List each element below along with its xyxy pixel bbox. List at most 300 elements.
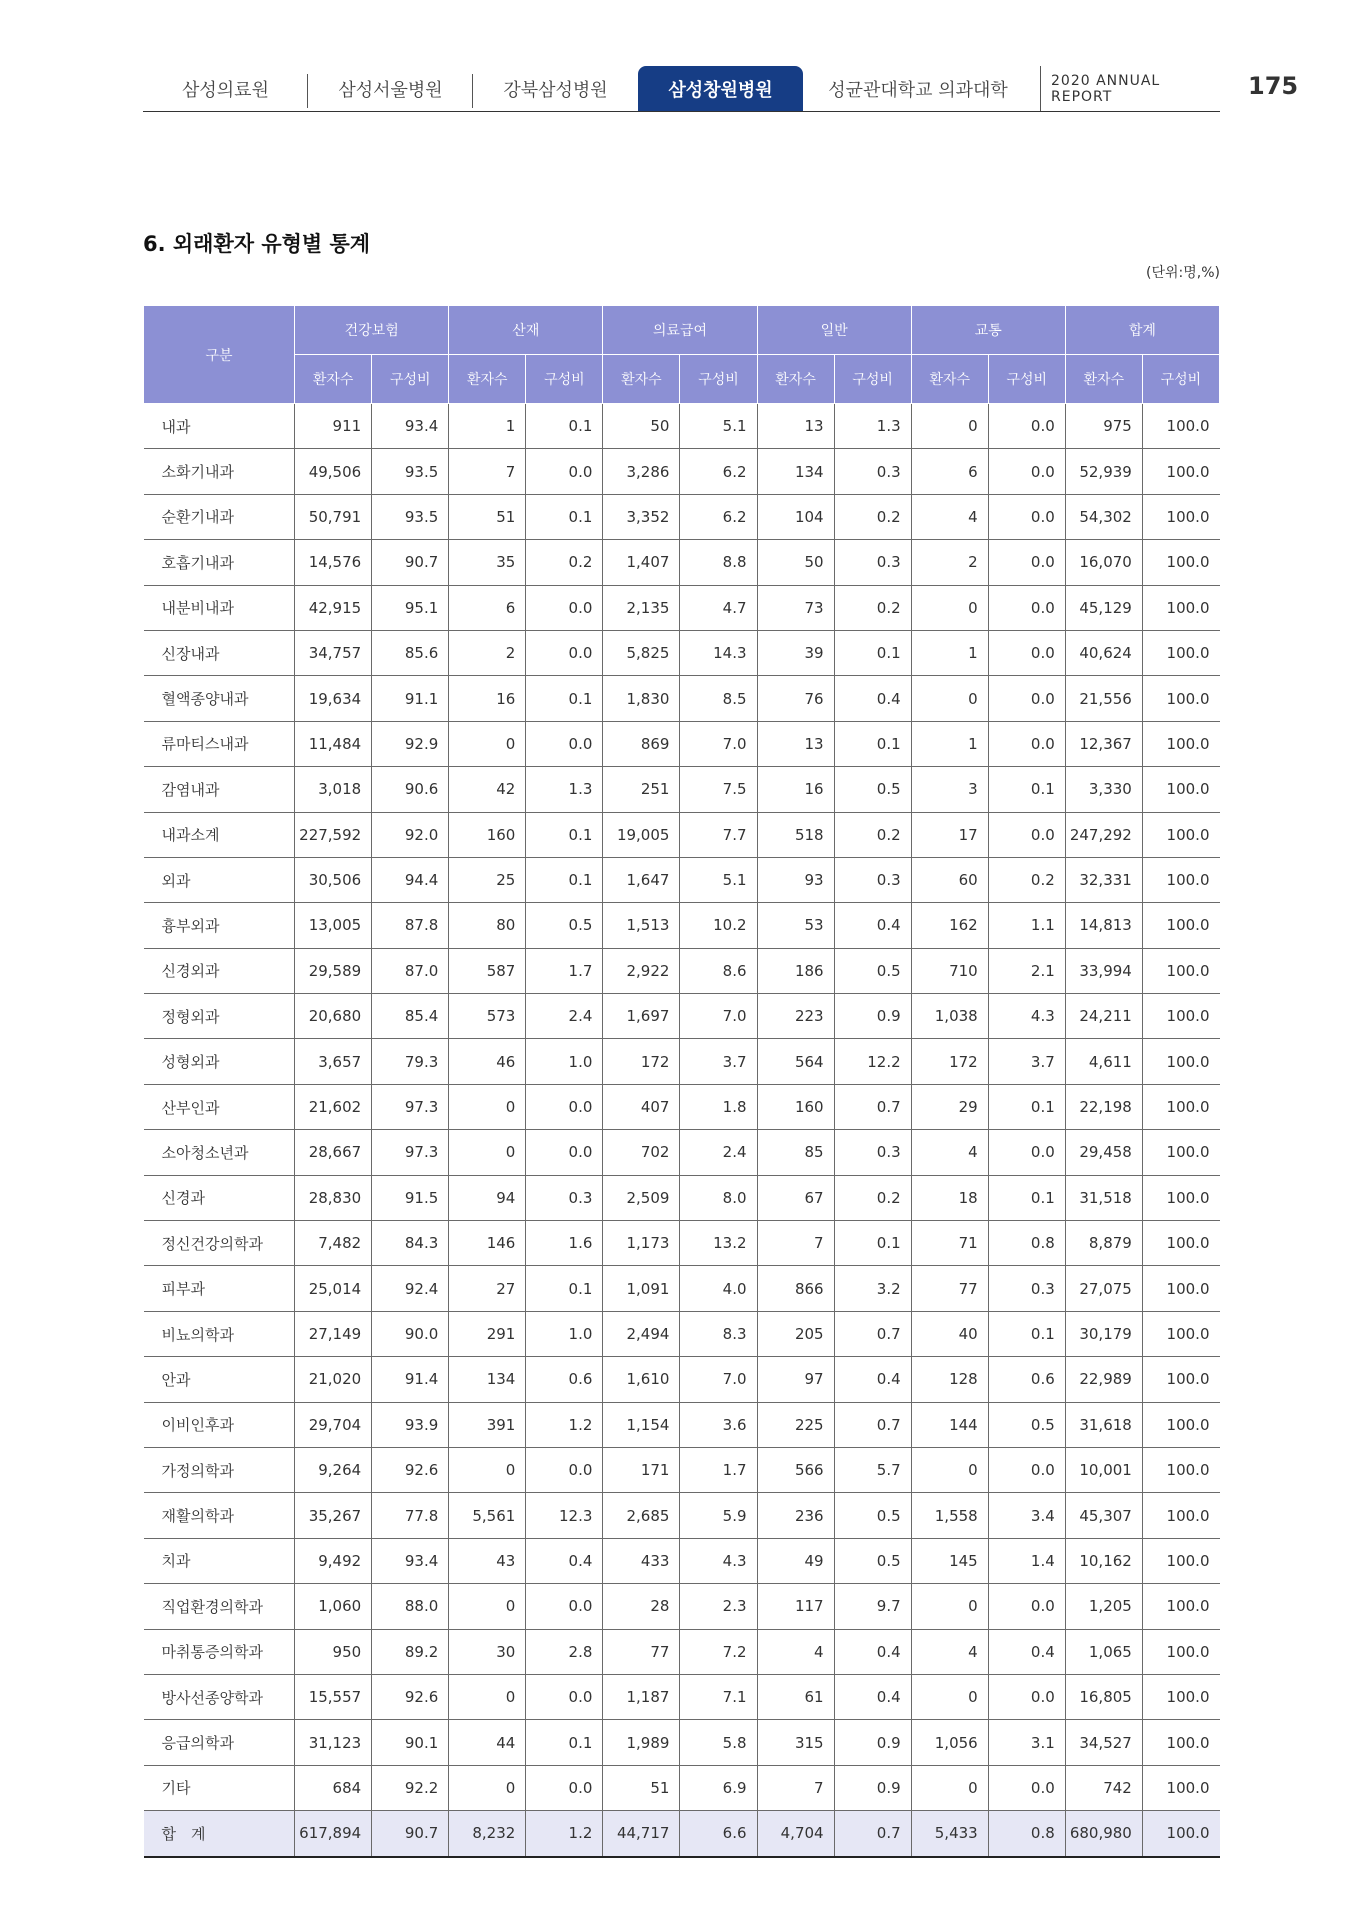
cell-patient-count: 5,825 [603, 630, 680, 675]
cell-patient-count: 18 [911, 1175, 988, 1220]
cell-patient-count: 34,757 [295, 630, 372, 675]
cell-ratio: 92.2 [372, 1765, 449, 1810]
cell-patient-count: 6 [911, 449, 988, 494]
cell-ratio: 100.0 [1142, 767, 1219, 812]
sub-header-patients: 환자수 [757, 355, 834, 404]
unit-label: (단위:명,%) [1146, 265, 1220, 281]
cell-patient-count: 172 [603, 1039, 680, 1084]
cell-ratio: 0.4 [988, 1629, 1065, 1674]
table-row [144, 585, 1220, 630]
cell-patient-count: 39 [757, 630, 834, 675]
table-row [144, 449, 1220, 494]
group-header-industrial-accident: 산재 [449, 306, 603, 355]
cell-ratio: 0.1 [988, 767, 1065, 812]
row-label: 성형외과 [144, 1039, 295, 1084]
cell-patient-count: 24,211 [1065, 994, 1142, 1039]
cell-patient-count: 28 [603, 1584, 680, 1629]
cell-ratio: 8.8 [680, 540, 757, 585]
cell-ratio: 0.4 [834, 1357, 911, 1402]
cell-patient-count: 45,129 [1065, 585, 1142, 630]
cell-patient-count: 3,330 [1065, 767, 1142, 812]
cell-patient-count: 33,994 [1065, 948, 1142, 993]
cell-patient-count: 31,618 [1065, 1402, 1142, 1447]
cell-patient-count: 17 [911, 812, 988, 857]
cell-patient-count: 3,657 [295, 1039, 372, 1084]
table-row [144, 1130, 1220, 1175]
row-label: 산부인과 [144, 1084, 295, 1129]
cell-patient-count: 0 [911, 404, 988, 449]
cell-patient-count: 21,020 [295, 1357, 372, 1402]
row-label: 순환기내과 [144, 494, 295, 539]
cell-ratio: 79.3 [372, 1039, 449, 1084]
table-body [144, 404, 1220, 1857]
cell-patient-count: 2,685 [603, 1493, 680, 1538]
cell-ratio: 3.6 [680, 1402, 757, 1447]
cell-patient-count: 29,589 [295, 948, 372, 993]
table-row [144, 1629, 1220, 1674]
table-row [144, 630, 1220, 675]
cell-ratio: 5.7 [834, 1447, 911, 1492]
cell-ratio: 0.0 [988, 540, 1065, 585]
cell-ratio: 0.8 [988, 1221, 1065, 1266]
cell-patient-count: 53 [757, 903, 834, 948]
cell-patient-count: 134 [757, 449, 834, 494]
cell-ratio: 0.5 [526, 903, 603, 948]
row-label: 소화기내과 [144, 449, 295, 494]
cell-ratio: 0.7 [834, 1811, 911, 1857]
cell-ratio: 0.0 [988, 676, 1065, 721]
cell-ratio: 12.2 [834, 1039, 911, 1084]
cell-patient-count: 4 [911, 1629, 988, 1674]
nav-item-samsung-seoul-hospital[interactable]: 삼성서울병원 [308, 66, 473, 112]
cell-ratio: 0.0 [988, 812, 1065, 857]
cell-patient-count: 7 [757, 1765, 834, 1810]
cell-patient-count: 1,989 [603, 1720, 680, 1765]
cell-patient-count: 4,611 [1065, 1039, 1142, 1084]
cell-ratio: 100.0 [1142, 1175, 1219, 1220]
cell-patient-count: 3,352 [603, 494, 680, 539]
cell-ratio: 5.1 [680, 857, 757, 902]
cell-ratio: 7.0 [680, 994, 757, 1039]
cell-patient-count: 950 [295, 1629, 372, 1674]
cell-patient-count: 30 [449, 1629, 526, 1674]
row-label: 기타 [144, 1765, 295, 1810]
cell-ratio: 92.6 [372, 1447, 449, 1492]
cell-ratio: 93.5 [372, 449, 449, 494]
cell-ratio: 7.2 [680, 1629, 757, 1674]
cell-ratio: 8.6 [680, 948, 757, 993]
cell-ratio: 0.1 [988, 1175, 1065, 1220]
cell-ratio: 8.0 [680, 1175, 757, 1220]
cell-patient-count: 223 [757, 994, 834, 1039]
cell-ratio: 0.5 [834, 1538, 911, 1583]
cell-ratio: 6.2 [680, 449, 757, 494]
cell-patient-count: 564 [757, 1039, 834, 1084]
cell-patient-count: 710 [911, 948, 988, 993]
cell-ratio: 0.1 [988, 1084, 1065, 1129]
cell-patient-count: 80 [449, 903, 526, 948]
row-label: 안과 [144, 1357, 295, 1402]
cell-patient-count: 22,989 [1065, 1357, 1142, 1402]
cell-patient-count: 0 [449, 1084, 526, 1129]
cell-ratio: 1.2 [526, 1402, 603, 1447]
cell-patient-count: 54,302 [1065, 494, 1142, 539]
cell-patient-count: 51 [449, 494, 526, 539]
sub-header-patients: 환자수 [449, 355, 526, 404]
cell-patient-count: 2,494 [603, 1311, 680, 1356]
cell-ratio: 4.3 [680, 1538, 757, 1583]
cell-ratio: 1.2 [526, 1811, 603, 1857]
cell-ratio: 0.0 [988, 1765, 1065, 1810]
cell-ratio: 6.6 [680, 1811, 757, 1857]
row-label: 가정의학과 [144, 1447, 295, 1492]
cell-patient-count: 1,407 [603, 540, 680, 585]
cell-patient-count: 2,509 [603, 1175, 680, 1220]
cell-patient-count: 186 [757, 948, 834, 993]
cell-ratio: 100.0 [1142, 1629, 1219, 1674]
annual-report-label: 2020 ANNUAL REPORT [1040, 66, 1220, 112]
cell-patient-count: 680,980 [1065, 1811, 1142, 1857]
row-label: 정신건강의학과 [144, 1221, 295, 1266]
cell-patient-count: 1,187 [603, 1674, 680, 1719]
cell-ratio: 1.6 [526, 1221, 603, 1266]
cell-patient-count: 2,135 [603, 585, 680, 630]
cell-ratio: 100.0 [1142, 1402, 1219, 1447]
cell-ratio: 3.7 [988, 1039, 1065, 1084]
cell-patient-count: 42,915 [295, 585, 372, 630]
cell-ratio: 2.8 [526, 1629, 603, 1674]
cell-ratio: 100.0 [1142, 540, 1219, 585]
cell-patient-count: 291 [449, 1311, 526, 1356]
cell-ratio: 90.1 [372, 1720, 449, 1765]
nav-item-kangbuk-samsung-hospital[interactable]: 강북삼성병원 [503, 80, 608, 101]
sub-header-ratio: 구성비 [1142, 355, 1219, 404]
table-row [144, 767, 1220, 812]
sub-header-patients: 환자수 [911, 355, 988, 404]
table-row [144, 494, 1220, 539]
cell-patient-count: 35 [449, 540, 526, 585]
cell-patient-count: 16 [449, 676, 526, 721]
cell-patient-count: 1,065 [1065, 1629, 1142, 1674]
cell-patient-count: 77 [603, 1629, 680, 1674]
row-label: 내과 [144, 404, 295, 449]
cell-ratio: 8.5 [680, 676, 757, 721]
cell-ratio: 0.7 [834, 1402, 911, 1447]
cell-ratio: 94.4 [372, 857, 449, 902]
row-label: 치과 [144, 1538, 295, 1583]
cell-ratio: 1.0 [526, 1311, 603, 1356]
cell-ratio: 0.5 [834, 1493, 911, 1538]
cell-patient-count: 684 [295, 1765, 372, 1810]
cell-ratio: 100.0 [1142, 1311, 1219, 1356]
cell-patient-count: 42 [449, 767, 526, 812]
cell-patient-count: 573 [449, 994, 526, 1039]
group-header-general: 일반 [757, 306, 911, 355]
cell-ratio: 91.5 [372, 1175, 449, 1220]
row-label: 비뇨의학과 [144, 1311, 295, 1356]
cell-patient-count: 77 [911, 1266, 988, 1311]
cell-ratio: 100.0 [1142, 676, 1219, 721]
cell-patient-count: 50 [757, 540, 834, 585]
cell-patient-count: 29,458 [1065, 1130, 1142, 1175]
row-label: 방사선종양학과 [144, 1674, 295, 1719]
cell-patient-count: 247,292 [1065, 812, 1142, 857]
cell-patient-count: 76 [757, 676, 834, 721]
cell-ratio: 4.7 [680, 585, 757, 630]
cell-patient-count: 975 [1065, 404, 1142, 449]
cell-patient-count: 5,561 [449, 1493, 526, 1538]
cell-patient-count: 50,791 [295, 494, 372, 539]
cell-ratio: 0.5 [834, 767, 911, 812]
cell-patient-count: 7 [757, 1221, 834, 1266]
cell-patient-count: 225 [757, 1402, 834, 1447]
header-divider [143, 111, 1220, 112]
cell-ratio: 90.6 [372, 767, 449, 812]
nav-item-samsung-changwon-hospital[interactable]: 삼성창원병원 [638, 66, 803, 112]
cell-patient-count: 9,264 [295, 1447, 372, 1492]
cell-patient-count: 8,879 [1065, 1221, 1142, 1266]
cell-ratio: 100.0 [1142, 1447, 1219, 1492]
cell-ratio: 1.3 [834, 404, 911, 449]
cell-ratio: 3.1 [988, 1720, 1065, 1765]
cell-ratio: 0.3 [834, 540, 911, 585]
cell-patient-count: 30,179 [1065, 1311, 1142, 1356]
cell-patient-count: 21,556 [1065, 676, 1142, 721]
cell-ratio: 93.5 [372, 494, 449, 539]
cell-patient-count: 0 [911, 676, 988, 721]
cell-patient-count: 32,331 [1065, 857, 1142, 902]
cell-patient-count: 227,592 [295, 812, 372, 857]
cell-patient-count: 251 [603, 767, 680, 812]
cell-patient-count: 162 [911, 903, 988, 948]
row-label: 류마티스내과 [144, 721, 295, 766]
cell-ratio: 77.8 [372, 1493, 449, 1538]
cell-ratio: 0.1 [526, 857, 603, 902]
cell-ratio: 1.7 [526, 948, 603, 993]
row-label: 내과소계 [144, 812, 295, 857]
cell-patient-count: 34,527 [1065, 1720, 1142, 1765]
row-label: 흉부외과 [144, 903, 295, 948]
cell-ratio: 14.3 [680, 630, 757, 675]
cell-ratio: 0.0 [988, 494, 1065, 539]
row-label: 소아청소년과 [144, 1130, 295, 1175]
table-row [144, 1720, 1220, 1765]
cell-ratio: 5.8 [680, 1720, 757, 1765]
row-label: 이비인후과 [144, 1402, 295, 1447]
cell-ratio: 97.3 [372, 1130, 449, 1175]
group-header-medical-aid: 의료급여 [603, 306, 757, 355]
cell-patient-count: 27,149 [295, 1311, 372, 1356]
cell-ratio: 0.0 [988, 404, 1065, 449]
row-label: 정형외과 [144, 994, 295, 1039]
cell-patient-count: 1,173 [603, 1221, 680, 1266]
cell-patient-count: 869 [603, 721, 680, 766]
cell-patient-count: 7,482 [295, 1221, 372, 1266]
cell-patient-count: 1,205 [1065, 1584, 1142, 1629]
cell-ratio: 0.4 [526, 1538, 603, 1583]
cell-patient-count: 50 [603, 404, 680, 449]
group-header-health-insurance: 건강보험 [295, 306, 449, 355]
cell-ratio: 88.0 [372, 1584, 449, 1629]
cell-patient-count: 60 [911, 857, 988, 902]
nav-item-skku-school-of-medicine[interactable]: 성균관대학교 의과대학 [828, 80, 1008, 101]
cell-patient-count: 1,154 [603, 1402, 680, 1447]
cell-patient-count: 13 [757, 721, 834, 766]
cell-patient-count: 1,091 [603, 1266, 680, 1311]
cell-ratio: 100.0 [1142, 1765, 1219, 1810]
cell-ratio: 0.9 [834, 1765, 911, 1810]
cell-patient-count: 702 [603, 1130, 680, 1175]
row-label: 신경외과 [144, 948, 295, 993]
cell-ratio: 0.1 [834, 721, 911, 766]
cell-patient-count: 617,894 [295, 1811, 372, 1857]
cell-patient-count: 13 [757, 404, 834, 449]
table-row [144, 540, 1220, 585]
cell-ratio: 9.7 [834, 1584, 911, 1629]
cell-patient-count: 51 [603, 1765, 680, 1810]
cell-ratio: 1.0 [526, 1039, 603, 1084]
table-group-header-row [144, 306, 1220, 355]
nav-item-samsung-medical-center[interactable]: 삼성의료원 [143, 66, 308, 112]
cell-patient-count: 0 [449, 1447, 526, 1492]
cell-ratio: 1.8 [680, 1084, 757, 1129]
row-label: 응급의학과 [144, 1720, 295, 1765]
cell-ratio: 0.0 [988, 585, 1065, 630]
group-header-total: 합계 [1065, 306, 1219, 355]
cell-ratio: 100.0 [1142, 948, 1219, 993]
cell-patient-count: 1 [911, 721, 988, 766]
page-header [143, 66, 1220, 112]
cell-patient-count: 0 [911, 585, 988, 630]
row-label: 신장내과 [144, 630, 295, 675]
cell-ratio: 100.0 [1142, 585, 1219, 630]
cell-ratio: 0.1 [526, 1720, 603, 1765]
cell-patient-count: 93 [757, 857, 834, 902]
cell-ratio: 3.7 [680, 1039, 757, 1084]
cell-patient-count: 15,557 [295, 1674, 372, 1719]
row-label: 재활의학과 [144, 1493, 295, 1538]
cell-ratio: 0.5 [834, 948, 911, 993]
cell-patient-count: 0 [449, 1584, 526, 1629]
cell-patient-count: 1,697 [603, 994, 680, 1039]
cell-patient-count: 49,506 [295, 449, 372, 494]
cell-patient-count: 30,506 [295, 857, 372, 902]
cell-ratio: 0.0 [988, 721, 1065, 766]
cell-ratio: 0.2 [834, 812, 911, 857]
cell-ratio: 0.0 [526, 1130, 603, 1175]
cell-patient-count: 104 [757, 494, 834, 539]
cell-ratio: 100.0 [1142, 1039, 1219, 1084]
table-row [144, 721, 1220, 766]
cell-patient-count: 6 [449, 585, 526, 630]
table-row [144, 948, 1220, 993]
cell-ratio: 95.1 [372, 585, 449, 630]
cell-patient-count: 25 [449, 857, 526, 902]
cell-ratio: 0.0 [988, 1674, 1065, 1719]
table-row [144, 1311, 1220, 1356]
cell-ratio: 0.4 [834, 1629, 911, 1674]
cell-ratio: 97.3 [372, 1084, 449, 1129]
cell-patient-count: 11,484 [295, 721, 372, 766]
group-header-traffic: 교통 [911, 306, 1065, 355]
cell-patient-count: 25,014 [295, 1266, 372, 1311]
cell-ratio: 0.6 [526, 1357, 603, 1402]
cell-patient-count: 29 [911, 1084, 988, 1129]
cell-patient-count: 22,198 [1065, 1084, 1142, 1129]
cell-ratio: 91.4 [372, 1357, 449, 1402]
cell-patient-count: 171 [603, 1447, 680, 1492]
row-label: 감염내과 [144, 767, 295, 812]
sub-header-ratio: 구성비 [372, 355, 449, 404]
cell-patient-count: 911 [295, 404, 372, 449]
cell-patient-count: 0 [911, 1447, 988, 1492]
cell-patient-count: 3 [911, 767, 988, 812]
row-label: 외과 [144, 857, 295, 902]
cell-patient-count: 205 [757, 1311, 834, 1356]
cell-ratio: 0.1 [526, 676, 603, 721]
cell-patient-count: 160 [449, 812, 526, 857]
cell-patient-count: 0 [449, 721, 526, 766]
cell-ratio: 0.5 [988, 1402, 1065, 1447]
cell-ratio: 100.0 [1142, 449, 1219, 494]
cell-ratio: 0.0 [988, 449, 1065, 494]
cell-patient-count: 31,123 [295, 1720, 372, 1765]
cell-ratio: 0.9 [834, 1720, 911, 1765]
cell-ratio: 0.2 [988, 857, 1065, 902]
cell-ratio: 0.0 [988, 1130, 1065, 1175]
table-total-row [144, 1811, 1220, 1857]
cell-patient-count: 12,367 [1065, 721, 1142, 766]
cell-patient-count: 866 [757, 1266, 834, 1311]
cell-ratio: 100.0 [1142, 1266, 1219, 1311]
cell-ratio: 7.1 [680, 1674, 757, 1719]
cell-ratio: 0.1 [834, 1221, 911, 1266]
cell-patient-count: 134 [449, 1357, 526, 1402]
cell-ratio: 0.4 [834, 676, 911, 721]
cell-ratio: 0.6 [988, 1357, 1065, 1402]
cell-ratio: 0.3 [526, 1175, 603, 1220]
table-row [144, 1765, 1220, 1810]
cell-patient-count: 20,680 [295, 994, 372, 1039]
cell-ratio: 7.5 [680, 767, 757, 812]
cell-ratio: 100.0 [1142, 494, 1219, 539]
cell-patient-count: 35,267 [295, 1493, 372, 1538]
cell-ratio: 6.2 [680, 494, 757, 539]
sub-header-patients: 환자수 [603, 355, 680, 404]
cell-patient-count: 315 [757, 1720, 834, 1765]
cell-patient-count: 16,070 [1065, 540, 1142, 585]
row-label: 내분비내과 [144, 585, 295, 630]
cell-patient-count: 0 [911, 1765, 988, 1810]
cell-ratio: 100.0 [1142, 1084, 1219, 1129]
hospital-nav [143, 66, 1033, 112]
cell-patient-count: 16,805 [1065, 1674, 1142, 1719]
cell-ratio: 0.0 [526, 1084, 603, 1129]
cell-ratio: 0.0 [526, 449, 603, 494]
cell-ratio: 0.0 [526, 630, 603, 675]
cell-patient-count: 4 [911, 494, 988, 539]
table-row [144, 1674, 1220, 1719]
cell-patient-count: 40 [911, 1311, 988, 1356]
cell-ratio: 0.1 [988, 1311, 1065, 1356]
cell-patient-count: 3,018 [295, 767, 372, 812]
cell-ratio: 0.4 [834, 903, 911, 948]
cell-ratio: 7.7 [680, 812, 757, 857]
cell-ratio: 1.3 [526, 767, 603, 812]
cell-patient-count: 49 [757, 1538, 834, 1583]
row-label: 마취통증의학과 [144, 1629, 295, 1674]
cell-patient-count: 1 [449, 404, 526, 449]
